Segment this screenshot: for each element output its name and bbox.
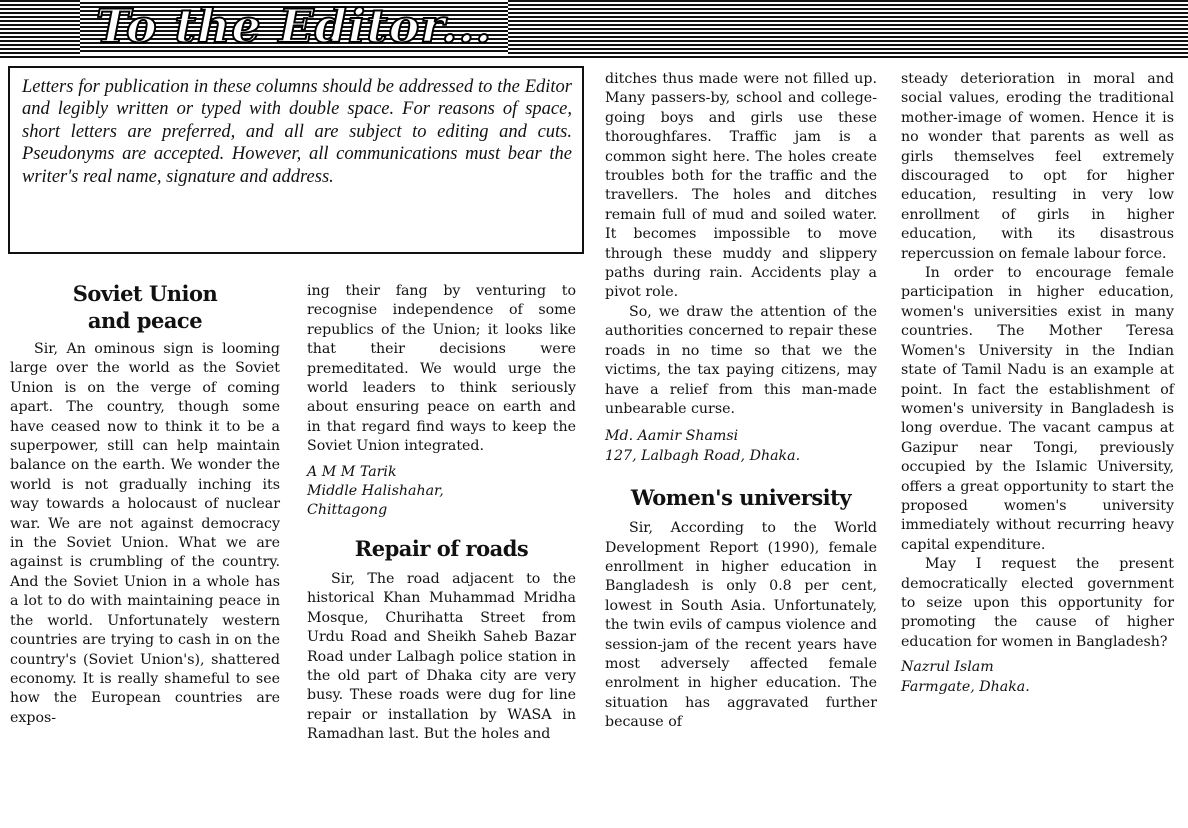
- soviet-signature-address-2: Chittagong: [307, 502, 388, 519]
- banner: [0, 0, 1188, 58]
- women-body-part-3: In order to encourage female participation in higher education, women's universities exist in many countries. The Mother Teresa Women's University in the Indian state of Tamil Nadu is an example at point. In fact the establishment of women's university in Bangladesh is long overdue. The vacant campus at Gazipur near Tongi, previously occupied by the Islamic University, offers a great opportunity to start the proposed women's university immediately without recurring heavy capital expenditure.: [901, 265, 1174, 553]
- column-1: [10, 280, 280, 728]
- women-signature-address: Farmgate, Dhaka.: [901, 678, 1030, 695]
- roads-body-part-1: Sir, The road adjacent to the historical Khan Muhammad Mridha Mosque, Churihatta Street from Urdu Road and Sheikh Saheb Bazar Road under Lalbagh police station in the old part of Dhaka city are very busy. These roads were dug for line repair or installation by WASA in Ramadhan last. But the holes and: [307, 570, 576, 743]
- column-2: [307, 282, 576, 745]
- women-body-part-1: Sir, According to the World Development Report (1990), female enrollment in higher education in Bangladesh is only 0.8 per cent, lowest in South Asia. Unfortunately, the twin evils of campus violence and session-jam of the recent years have most adversely affected female enrolment in higher education. The situation has aggravated further because of: [605, 520, 877, 731]
- column-4: [901, 70, 1174, 697]
- soviet-headline-line-1: Soviet Union: [72, 281, 218, 306]
- soviet-signature-name: A M M Tarik: [307, 463, 397, 480]
- roads-headline: Repair of roads: [354, 535, 529, 561]
- editor-notice-text: Letters for publication in these columns should be addressed to the Editor and legibly written or typed with double space. For reasons of space, short letters are preferred, and all are subject to editing and cuts. Pseudonyms are accepted. However, all communications must bear the writer's real name, signature and address.: [22, 77, 572, 187]
- soviet-body-part-2: ing their fang by venturing to recognise independence of some republics of the Union; it looks like that their decisions were premeditated. We would urge the world leaders to think seriously about ensuring peace on earth and in that regard find ways to keep the Soviet Union integrated.: [307, 283, 576, 455]
- women-body-part-2: steady deterioration in moral and social values, eroding the traditional mother-image of women. Hence it is no wonder that parents as well as girls themselves feel extremely discouraged to opt for higher education, resulting in very low enrollment of girls in higher education, with its disastrous repercussion on female labour force.: [901, 71, 1174, 262]
- roads-body-part-2: ditches thus made were not filled up. Many passers-by, school and college-going boys and girls use these thoroughfares. Traffic jam is a common sight here. The holes create troubles both for the traffic and the travellers. The holes and ditches remain full of mud and soiled water. It becomes impossible to move through these muddy and slippery paths during rain. Accidents play a pivot role.: [605, 71, 877, 301]
- soviet-signature-address-1: Middle Halishahar,: [307, 483, 444, 500]
- column-3: [605, 70, 877, 733]
- women-body-part-4: May I request the present democratically elected government to seize upon this opportunity for promoting the cause of higher education for women in Bangladesh?: [901, 556, 1174, 650]
- soviet-headline-line-2: and peace: [87, 308, 203, 333]
- editor-notice-box: [8, 66, 584, 254]
- women-headline: Women's university: [630, 485, 852, 511]
- roads-signature-address: 127, Lalbagh Road, Dhaka.: [605, 447, 801, 464]
- banner-title: To the Editor...: [80, 0, 508, 54]
- women-signature-name: Nazrul Islam: [901, 659, 994, 676]
- roads-body-part-3: So, we draw the attention of the authorities concerned to repair these roads in no time so that we the victims, the tax paying citizens, may have a relief from this man-made unbearable curse.: [605, 303, 877, 417]
- roads-signature-name: Md. Aamir Shamsi: [605, 428, 739, 445]
- soviet-body-part-1: Sir, An ominous sign is looming large over the world as the Soviet Union is on the verge of coming apart. The country, though some have ceased now to think it to be a superpower, still can help maintain balance on the earth. We wonder the world is not gradually inching its way towards a holocaust of nuclear war. We are not against democracy in the Soviet Union. What we are against is crumbling of the country. And the Soviet Union in a whole has a lot to do with maintaining peace in the world. Unfortunately western countries are trying to cash in on the country's (Soviet Union's), shattered economy. It is really shameful to see how the European countries are expos-: [10, 341, 280, 726]
